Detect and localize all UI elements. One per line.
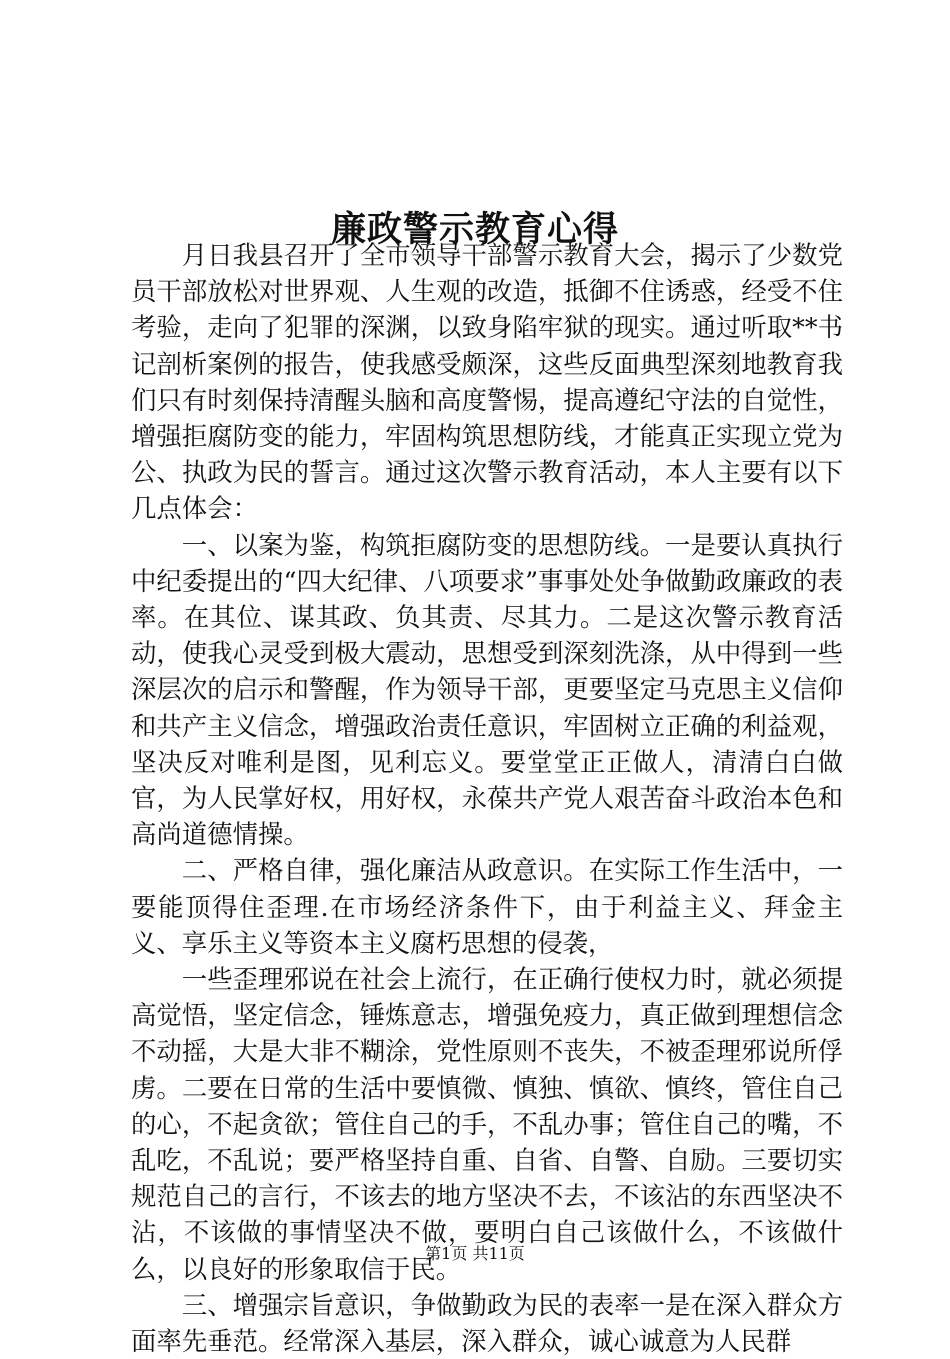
body-paragraph: 一些歪理邪说在社会上流行，在正确行使权力时，就必须提高觉悟，坚定信念，锤炼意志，增强免疫力，真正做到理想信念不动摇，大是大非不糊涂，党性原则不丧失，不被歪理邪说所俘虏。二要在日常的生活中要慎微、慎独、慎欲、慎终，管住自己的心，不起贪欲；管住自己的手，不乱办事；管住自己的嘴，不乱吃，不乱说；要严格坚持自重、自省、自警、自励。三要切实规范自己的言行，不该去的地方坚决不去，不该沾的东西坚决不沾，不该做的事情坚决不做，要明白自己该做什么，不该做什么，以良好的形象取信于民。 xyxy=(131,964,843,1284)
body-paragraph: 月日我县召开了全市领导干部警示教育大会，揭示了少数党员干部放松对世界观、人生观的改造，抵御不住诱惑，经受不住考验，走向了犯罪的深渊，以致身陷牢狱的现实。通过听取**书记剖析案例的报告，使我感受颇深，这些反面典型深刻地教育我们只有时刻保持清醒头脑和高度警惕，提高遵纪守法的自觉性，增强拒腐防变的能力，牢固构筑思想防线，才能真正实现立党为公、执政为民的誓言。通过这次警示教育活动，本人主要有以下几点体会： xyxy=(131,240,843,524)
body-paragraph: 三、增强宗旨意识，争做勤政为民的表率一是在深入群众方面率先垂范。经常深入基层，深入群众，诚心诚意为人民群 xyxy=(131,1289,843,1357)
body-paragraph: 一、以案为鉴，构筑拒腐防变的思想防线。一是要认真执行中纪委提出的“四大纪律、八项要求”事事处处争做勤政廉政的表率。在其位、谋其政、负其责、尽其力。二是这次警示教育活动，使我心灵受到极大震动，思想受到深刻洗涤，从中得到一些深层次的启示和警醒，作为领导干部，更要坚定马克思主义信仰和共产主义信念，增强政治责任意识，牢固树立正确的利益观，坚决反对唯利是图，见利忘义。要堂堂正正做人，清清白白做官，为人民掌好权，用好权，永葆共产党人艰苦奋斗政治本色和高尚道德情操。 xyxy=(131,529,843,850)
page-number-footer: 第1页 共11页 xyxy=(425,1244,525,1263)
document-body xyxy=(131,237,843,1359)
body-paragraph: 二、严格自律，强化廉洁从政意识。在实际工作生活中，一要能顶得住歪理.在市场经济条件下，由于利益主义、拜金主义、享乐主义等资本主义腐朽思想的侵袭， xyxy=(131,855,843,958)
document-title: 廉政警示教育心得 xyxy=(330,209,619,251)
